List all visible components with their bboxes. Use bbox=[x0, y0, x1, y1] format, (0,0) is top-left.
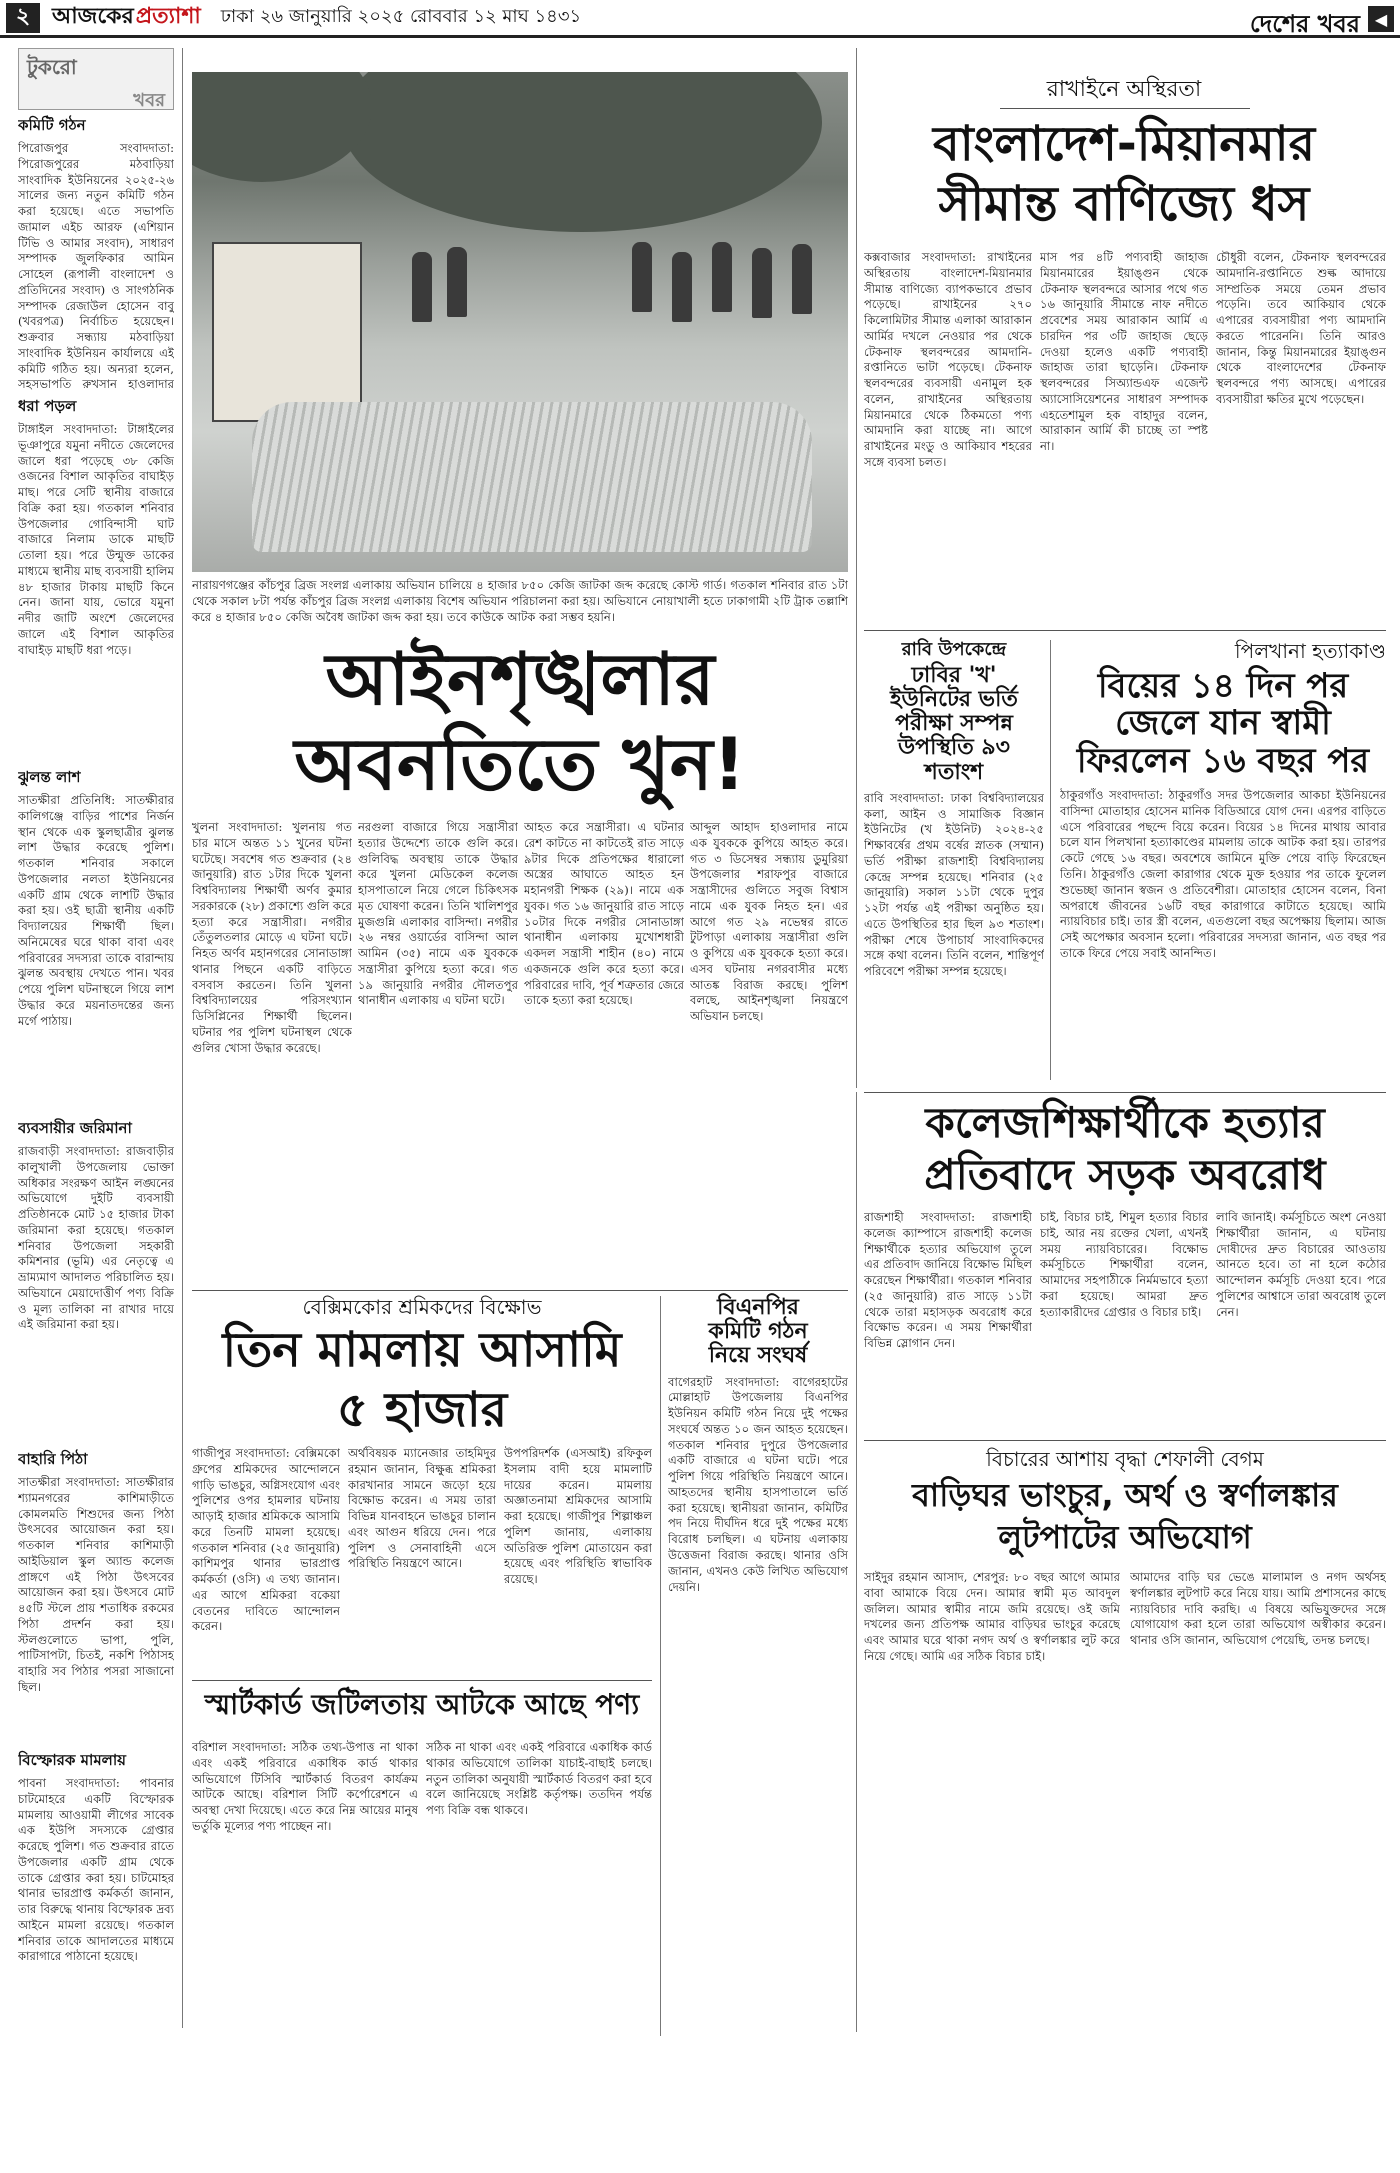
bnp-title-2: নিয়ে সংঘর্ষ bbox=[708, 1343, 808, 1369]
bnp-body: বাগেরহাট সংবাদদাতা: বাগেরহাটের মোল্লাহাট উপজেলায় বিএনপির ইউনিয়ন কমিটি গঠন নিয়ে দুই পক্ষের সংঘর্ষে অন্তত ১০ জন আহত হয়েছেন। গতকাল শনিবার দুপুরে উপজেলার একটি বাজারে এ ঘটনা ঘটে। পরে পুলিশ গিয়ে পরিস্থিতি নিয়ন্ত্রণে আনে। আহতদের স্থানীয় হাসপাতালে ভর্তি করা হয়েছে। স্থানীয়রা জানান, কমিটির পদ নিয়ে দীর্ঘদিন ধরে দুই পক্ষের মধ্যে বিরোধ চলছিল। এ ঘটনায় এলাকায় উত্তেজনা বিরাজ করছে। থানার ওসি জানান, এখনও কেউ লিখিত অভিযোগ দেয়নি। bbox=[668, 1374, 848, 1594]
shefali-kicker: বিচারের আশায় বৃদ্ধা শেফালী বেগম bbox=[986, 1447, 1264, 1471]
bnp-story bbox=[668, 1296, 848, 2036]
sidebar-item-head: বিস্ফোরক মামলায় bbox=[18, 1751, 127, 1769]
shefali-title-1: বাড়িঘর ভাংচুর, অর্থ ও স্বর্ণালঙ্কার bbox=[912, 1476, 1338, 1514]
banner-shape bbox=[212, 242, 362, 422]
sidebar-divider bbox=[182, 48, 183, 2028]
sidebar-item-head: কমিটি গঠন bbox=[18, 116, 86, 134]
sidebar-item-body: পাবনা সংবাদদাতা: পাবনার চাটমোহরে একটি বিস্ফোরক মামলায় আওয়ামী লীগের সাবেক এক ইউপি সদস্যকে গ্রেপ্তার করেছে পুলিশ। গত শুক্রবার রাতে উপজেলার একটি গ্রাম থেকে তাকে গ্রেপ্তার করা হয়। চাটমোহর থানার ভারপ্রাপ্ত কর্মকর্তা জানান, তার বিরুদ্ধে থানায় বিস্ফোরক দ্রব্য আইনে মামলা রয়েছে। গতকাল শনিবার তাকে আদালতের মাধ্যমে কারাগারে পাঠানো হয়েছে। bbox=[18, 1776, 174, 1964]
bekim-col-2: অর্থবিষয়ক ম্যানেজার তাহমিদুর রহমান জানান, বিক্ষুব্ধ শ্রমিকরা কারখানার সামনে জড়ো হয়ে বিক্ষোভ করেন। এ সময় তারা বিভিন্ন যানবাহনে ভাঙচুর চালান এবং আগুন ধরিয়ে দেন। পরে পুলিশ ও সেনাবাহিনী এসে পরিস্থিতি নিয়ন্ত্রণে আনে। bbox=[348, 1446, 496, 1571]
college-col-3: লাবি জানাই। কর্মসূচিতে অংশ নেওয়া শিক্ষার্থীরা জানান, এ ঘটনায় দোষীদের দ্রুত বিচারের আওতায় আনতে হবে। তা না হলে কঠোর আন্দোলন কর্মসূচি দেওয়া হবে। পরে পুলিশের আশ্বাসে তারা অবরোধ তুলে নেন। bbox=[1216, 1210, 1386, 1319]
bekim-kicker: বেক্সিমকোর শ্রমিকদের বিক্ষোভ bbox=[302, 1295, 542, 1319]
column-divider bbox=[660, 1296, 661, 2036]
smartcard-col-2: সঠিক না থাকা এবং একই পরিবারে একাধিক কার্ড থাকার অভিযোগে তালিকা যাচাই-বাছাই চলছে। নতুন তালিকা অনুযায়ী স্মার্টকার্ড বিতরণ করা হবে বলে জানিয়েছে সংশ্লিষ্ট কর্তৃপক্ষ। ততদিন পর্যন্ত পণ্য বিক্রি বন্ধ থাকবে। bbox=[426, 1740, 652, 1818]
masthead-prefix: আজকের bbox=[52, 4, 134, 29]
person-figure bbox=[632, 242, 652, 312]
law-col-3: আহত করে সন্ত্রাসীরা। এ ঘটনার রেশ কাটতে না কাটতেই রাত সাড়ে ৯টার দিকে প্রতিপক্ষের ধারালো অস্ত্রের আঘাতে আহত হন মহানগরী শিক্ষক (২৯)। নামে এক যুবক। গত ১৬ জানুয়ারি রাত সাড়ে ১০টার দিকে নগরীর সোনাডাঙ্গা থানাধীন এলাকায় মুখোশধারী একদল সন্ত্রাসী শাহীন (৪০) নামে একজনকে গুলি করে হত্যা করে। পরিবারের দাবি, পূর্ব শত্রুতার জেরে তাকে হত্যা করা হয়েছে। bbox=[524, 820, 684, 1008]
pilkhana-title-1: বিয়ের ১৪ দিন পর bbox=[1097, 666, 1349, 706]
rabi-kicker: রাবি উপকেন্দ্রে bbox=[901, 639, 1007, 660]
bekim-col-1: গাজীপুর সংবাদদাতা: বেক্সিমকো গ্রুপের শ্রমিকদের আন্দোলনে গাড়ি ভাঙচুর, অগ্নিসংযোগ এবং পুলিশের ওপর হামলার ঘটনায় আড়াই হাজার শ্রমিককে আসামি করে তিনটি মামলা হয়েছে। গতকাল শনিবার (২৫ জানুয়ারি) কাশিমপুর থানার ভারপ্রাপ্ত কর্মকর্তা (ওসি) এ তথ্য জানান। এর আগে শ্রমিকরা বকেয়া বেতনের দাবিতে আন্দোলন করেন। bbox=[192, 1446, 340, 1634]
section-divider bbox=[192, 1290, 848, 1291]
rabi-title-5: শতাংশ bbox=[924, 759, 984, 785]
person-figure bbox=[752, 248, 772, 318]
sidebar-logo-line1: টুকরো bbox=[27, 55, 77, 79]
rabi-body: রাবি সংবাদদাতা: ঢাকা বিশ্ববিদ্যালয়ের কলা, আইন ও সামাজিক বিজ্ঞান ইউনিটের (খ ইউনিট) ২০২৪-২৫ শিক্ষাবর্ষের প্রথম বর্ষের স্নাতক (সম্মান) ভর্তি পরীক্ষা রাজশাহী বিশ্ববিদ্যালয় কেন্দ্রে সম্পন্ন হয়েছে। শনিবার (২৫ জানুয়ারি) সকাল ১১টা থেকে দুপুর ১২টা পর্যন্ত এই পরীক্ষা অনুষ্ঠিত হয়। এতে উপস্থিতির হার ছিল ৯৩ শতাংশ। পরীক্ষা শেষে উপাচার্য সাংবাদিকদের সঙ্গে কথা বলেন। তিনি বলেন, শান্তিপূর্ণ পরিবেশে পরীক্ষা সম্পন্ন হয়েছে। bbox=[864, 790, 1044, 979]
section-divider bbox=[192, 1680, 652, 1681]
sidebar-item-body: পিরোজপুর সংবাদদাতা: পিরোজপুরের মঠবাড়িয়া সাংবাদিক ইউনিয়নের ২০২৫-২৬ সালের জন্য নতুন কমিটি গঠন করা হয়েছে। এতে সভাপতি জামাল এইচ আরফ (এশিয়ান টিভি ও আমার সংবাদ), সাধারণ সম্পাদক জুলফিকার আমিন সোহেল (রূপালী বাংলাদেশ ও প্রতিদিনের সংবাদ) ও সাংগঠনিক সম্পাদক রেজাউল হোসেন বাবু (খবরপত্র) নির্বাচিত হয়েছেন। শুক্রবার সন্ধ্যায় মঠবাড়িয়া সাংবাদিক ইউনিয়ন কার্যালয়ে এই কমিটি গঠিত হয়। অন্যরা হলেন, সহসভাপতি রুখসান হাওলাদার bbox=[18, 141, 174, 391]
sidebar-item-body: সাতক্ষীরা সংবাদদাতা: সাতক্ষীরার শ্যামনগরের কাশিমাড়ীতে কোমলমতি শিশুদের জন্য পিঠা উৎসবের আয়োজন করা হয়। গতকাল শনিবার কাশিমাড়ী আইডিয়াল স্কুল অ্যান্ড কলেজ প্রাঙ্গণে এই পিঠা উৎসবের আয়োজন করা হয়। উৎসবে মোট ৪৫টি স্টলে প্রায় শতাধিক রকমের পিঠা প্রদর্শন করা হয়। স্টলগুলোতে ভাপা, পুলি, পাটিসাপটা, চিতই, নকশি পিঠাসহ বাহারি সব পিঠার পসরা সাজানো ছিল। bbox=[18, 1475, 174, 1694]
pilkhana-title-3: ফিরলেন ১৬ বছর পর bbox=[1076, 740, 1370, 781]
sidebar-item-body: রাজবাড়ী সংবাদদাতা: রাজবাড়ীর কালুখালী উপজেলায় ভোক্তা অধিকার সংরক্ষণ আইন লঙ্ঘনের অভিযোগে দুইটি ব্যবসায়ী প্রতিষ্ঠানকে মোট ১৫ হাজার টাকা জরিমানা করা হয়েছে। গতকাল শনিবার উপজেলা সহকারী কমিশনার (ভূমি) এর নেতৃত্বে এ ভ্রাম্যমাণ আদালত পরিচালিত হয়। অভিযানে মেয়াদোত্তীর্ণ পণ্য বিক্রি ও মূল্য তালিকা না রাখার দায়ে এই জরিমানা করা হয়। bbox=[18, 1144, 174, 1332]
fish-pile-shape bbox=[252, 402, 812, 552]
sidebar-logo bbox=[18, 48, 174, 110]
section-title: দেশের খবর bbox=[1249, 10, 1360, 38]
person-figure bbox=[712, 242, 732, 312]
myanmar-col-2: মাস পর ৪টি পণ্যবাহী জাহাজ মিয়ানমারের ইয়াঙ্গুন থেকে টেকনাফ স্থলবন্দরে আসার পথে গত ১৬ জানুয়ারি সীমান্তে নাফ নদীতে প্রবেশের সময় আরাকান আর্মি এ চারদিন পর ৩টি জাহাজ ছেড়ে দেওয়া হলেও একটি পণ্যবাহী জাহাজ তারা ছাড়েনি। টেকনাফ স্থলবন্দরের সিঅ্যান্ডএফ এজেন্ট অ্যাসোসিয়েশনের সাধারণ সম্পাদক এহতেশামুল হক বাহাদুর বলেন, আরাকান আর্মি কী চাচ্ছে তা স্পষ্ট না। bbox=[1040, 250, 1208, 454]
myanmar-kicker: রাখাইনে অস্থিরতা bbox=[1046, 77, 1202, 102]
myanmar-col-3: চৌধুরী বলেন, টেকনাফ স্থলবন্দরের আমদানি-রপ্তানিতে শুল্ক আদায়ে সাম্প্রতিক সময়ে তেমন প্রভাব পড়েনি। তবে আকিয়াব থেকে এপারের ব্যবসায়ীরা পণ্য আমদানি করতে পারেননি। তিনি আরও জানান, কিন্তু মিয়ানমারের ইয়াঙ্গুন থেকে বাংলাদেশের টেকনাফ স্থলবন্দরে পণ্য আসছে। এপারের ব্যবসায়ীরা ক্ষতির মুখে পড়েছেন। bbox=[1216, 250, 1386, 406]
sidebar-item-body: সাতক্ষীরা প্রতিনিধি: সাতক্ষীরার কালিগঞ্জে বাড়ির পাশের নির্জন স্থান থেকে এক স্কুলছাত্রীর ঝুলন্ত লাশ উদ্ধার করেছে পুলিশ। গতকাল শনিবার সকালে উপজেলার নলতা ইউনিয়নের একটি গ্রাম থেকে লাশটি উদ্ধার করা হয়। ওই ছাত্রী স্থানীয় একটি বিদ্যালয়ের শিক্ষার্থী ছিল। অনিমেষের ঘরে থাকা বাবা এবং পরিবারের সদস্যরা তাকে বারান্দায় ঝুলন্ত অবস্থায় দেখতে পান। খবর পেয়ে পুলিশ ঘটনাস্থলে গিয়ে লাশ উদ্ধার করে ময়নাতদন্তের জন্য মর্গে পাঠায়। bbox=[18, 793, 174, 1028]
rabi-title-2: ইউনিটের ভর্তি bbox=[890, 686, 1018, 712]
college-col-2: চাই, বিচার চাই, শিমুল হত্যার বিচার চাই, আর নয় রক্তের খেলা, এখনই সময় ন্যায়বিচারের। বিক্ষোভ কর্মসূচিতে শিক্ষার্থীরা বলেন, আমাদের সহপাঠীকে নির্মমভাবে হত্যা করা হয়েছে। আমরা দ্রুত হত্যাকারীদের গ্রেপ্তার ও বিচার চাই। bbox=[1040, 1210, 1208, 1319]
sidebar-item-head: বাহারি পিঠা bbox=[18, 1450, 88, 1468]
law-title-2: অবনতিতে খুন! bbox=[294, 722, 746, 806]
rabi-story bbox=[864, 640, 1044, 1080]
shefali-title-2: লুটপাটের অভিযোগ bbox=[998, 1518, 1252, 1556]
pilkhana-body: ঠাকুরগাঁও সংবাদদাতা: ঠাকুরগাঁও সদর উপজেলার আকচা ইউনিয়নের বাসিন্দা মোতাহার হোসেন মানিক বিডিআরে যোগ দেন। এরপর বাড়িতে এসে পরিবারের পছন্দে বিয়ে করেন। বিয়ের ১৪ দিনের মাথায় আবার চলে যান পিলখানা হত্যাকাণ্ডের মামলায় তাকে আটক করা হয়। তারপর কেটে গেছে ১৬ বছর। অবশেষে জামিনে মুক্তি পেয়ে বাড়ি ফিরেছেন তিনি। ঠাকুরগাঁও জেলা কারাগার থেকে মুক্ত হওয়ার পর তাকে ফুলেল শুভেচ্ছা জানান স্বজন ও প্রতিবেশীরা। মোতাহার হোসেন বলেন, বিনা অপরাধে জীবনের ১৬টি বছর কারাগারে কাটাতে হয়েছে। আমি ন্যায়বিচার চাই। তার স্ত্রী বলেন, এতগুলো বছর অপেক্ষায় ছিলাম। আজ সেই অপেক্ষার অবসান হলো। পরিবারের সদস্যরা জানান, এত বছর পর তাকে ফিরে পেয়ে সবাই আনন্দিত। bbox=[1060, 788, 1386, 960]
column-divider bbox=[1050, 640, 1051, 1080]
shefali-col-1: সাইদুর রহমান আসাদ, শেরপুর: ৮০ বছর আগে আমার বাবা আমাকে বিয়ে দেন। আমার স্বামী মৃত আবদুল জলিল। আমার স্বামীর নামে জমি রয়েছে। ওই জমি দখলের জন্য প্রতিপক্ষ আমার বাড়িঘর ভাংচুর করেছে এবং আমার ঘরে থাকা নগদ অর্থ ও স্বর্ণালঙ্কার লুট করে নিয়ে গেছে। আমি এর সঠিক বিচার চাই। bbox=[864, 1570, 1120, 1663]
photo-caption: নারায়ণগঞ্জের কাঁচপুর ব্রিজ সংলগ্ন এলাকায় অভিযান চালিয়ে ৪ হাজার ৮৫০ কেজি জাটকা জব্দ করেছে কোস্ট গার্ড। গতকাল শনিবার রাত ১টা থেকে সকাল ৮টা পর্যন্ত কাঁচপুর ব্রিজ সংলগ্ন এলাকায় বিশেষ অভিযান পরিচালনা করা হয়। অভিযানে নোয়াখালী হতে ঢাকাগামী ২টি ট্রাক তল্লাশি করে ৪ হাজার ৮৫০ কেজি অবৈধ জাটকা জব্দ করা হয়। তবে কাউকে আটক করা সম্ভব হয়নি। bbox=[192, 578, 848, 624]
sidebar-item-head: ব্যবসায়ীর জরিমানা bbox=[18, 1119, 132, 1137]
masthead-name: প্রত্যাশা bbox=[135, 4, 201, 29]
news-photo bbox=[192, 72, 848, 572]
shefali-col-2: আমাদের বাড়ি ঘর ভেঙে মালামাল ও নগদ অর্থসহ স্বর্ণালঙ্কার লুটপাট করে নিয়ে যায়। আমি প্রশাসনের কাছে ন্যায়বিচার দাবি করছি। এ বিষয়ে অভিযুক্তদের সঙ্গে যোগাযোগ করা হলে তারা অভিযোগ অস্বীকার করেন। থানার ওসি জানান, অভিযোগ পেয়েছি, তদন্ত চলছে। bbox=[1130, 1570, 1386, 1648]
college-title-2: প্রতিবাদে সড়ক অবরোধ bbox=[924, 1150, 1326, 1199]
law-col-4: আব্দুল আহাদ হাওলাদার নামে এক যুবককে কুপিয়ে আহত করে। গত ৩ ডিসেম্বর সন্ধ্যায় ডুমুরিয়া উপজেলার শরাফপুর বাজারে সন্ত্রাসীদের গুলিতে সবুজ বিশ্বাস নামে এক যুবক নিহত হন। এর আগে গত ২৯ নভেম্বর রাতে টুটপাড়া এলাকায় সন্ত্রাসীরা গুলি ও কুপিয়ে এক যুবককে হত্যা করে। এসব ঘটনায় নগরবাসীর মধ্যে আতঙ্ক বিরাজ করছে। পুলিশ বলছে, আইনশৃঙ্খলা নিয়ন্ত্রণে অভিযান চলছে। bbox=[690, 820, 848, 1024]
law-title-1: আইনশৃঙ্খলার bbox=[325, 637, 715, 721]
law-col-1: খুলনা সংবাদদাতা: খুলনায় গত চার মাসে অন্তত ১১ খুনের ঘটনা ঘটেছে। সবশেষ গত শুক্রবার (২৪ জানুয়ারি) রাত ১টার দিকে খুলনা বিশ্ববিদ্যালয় শিক্ষার্থী অর্ণব কুমার সরকারকে (২৮) প্রকাশ্যে গুলি করে হত্যা করে সন্ত্রাসীরা। নগরীর তেঁতুলতলার মোড়ে এ ঘটনা ঘটে। নিহত অর্ণব মহানগরের সোনাডাঙ্গা থানার পিছনে একটি বাড়িতে বসবাস করতেন। তিনি খুলনা বিশ্ববিদ্যালয়ের পরিসংখ্যান ডিসিপ্লিনের শিক্ষার্থী ছিলেন। ঘটনার পর পুলিশ ঘটনাস্থল থেকে গুলির খোসা উদ্ধার করেছে। bbox=[192, 820, 352, 1055]
smartcard-col-1: বরিশাল সংবাদদাতা: সঠিক তথ্য-উপাত্ত না থাকা এবং একই পরিবারে একাধিক কার্ড থাকার অভিযোগে টিসিবি স্মার্টকার্ড বিতরণ কার্যক্রম আটকে আছে। বরিশাল সিটি কর্পোরেশনে এ অবস্থা দেখা দিয়েছে। এতে করে নিম্ন আয়ের মানুষ ভর্তুকি মূল্যের পণ্য পাচ্ছেন না। bbox=[192, 1740, 418, 1833]
tree-shape bbox=[192, 72, 372, 182]
kicker-underline bbox=[1000, 108, 1250, 109]
bekim-title-2: ৫ হাজার bbox=[336, 1382, 508, 1438]
law-col-2: নরগুলা বাজারে গিয়ে সন্ত্রাসীরা হত্যার উদ্দেশ্যে তাকে গুলি করে। গুলিবিদ্ধ অবস্থায় তাকে উদ্ধার করে খুলনা মেডিকেল কলেজ হাসপাতালে নিয়ে গেলে চিকিৎসক মৃত ঘোষণা করেন। তিনি খালিশপুর মুজগুন্নি এলাকার বাসিন্দা। নগরীর ২৬ নম্বর ওয়ার্ডের বাসিন্দা আল আমিন (৩৫) নামে এক যুবককে সন্ত্রাসীরা কুপিয়ে হত্যা করে। গত ১৯ জানুয়ারি নগরীর দৌলতপুর থানাধীন এলাকায় এ ঘটনা ঘটে। bbox=[358, 820, 518, 1008]
column-divider bbox=[856, 1092, 857, 2032]
rabi-title-3: পরীক্ষা সম্পন্ন bbox=[895, 711, 1013, 737]
sidebar-tukro-khobor bbox=[18, 48, 174, 2028]
pilkhana-kicker: পিলখানা হত্যাকাণ্ড bbox=[1234, 639, 1386, 663]
tree-shape bbox=[342, 72, 822, 232]
bnp-title-1: কমিটি গঠন bbox=[708, 1319, 808, 1345]
bekim-col-3: উপপরিদর্শক (এসআই) রফিকুল ইসলাম বাদী হয়ে মামলাটি দায়ের করেন। মামলায় অজ্ঞাতনামা শ্রমিকদের আসামি করা হয়েছে। গাজীপুর শিল্পাঞ্চল পুলিশ জানায়, এলাকায় অতিরিক্ত পুলিশ মোতায়েন করা হয়েছে এবং পরিস্থিতি স্বাভাবিক রয়েছে। bbox=[504, 1446, 652, 1587]
person-figure bbox=[447, 247, 467, 317]
sidebar-item-body: টাঙ্গাইল সংবাদদাতা: টাঙ্গাইলের ভূঞাপুরে যমুনা নদীতে জেলেদের জালে ধরা পড়েছে ৩৮ কেজি ওজনের বিশাল আকৃতির বাঘাইড় মাছ। পরে সেটি স্থানীয় বাজারে বিক্রি করা হয়। গতকাল শনিবার উপজেলার গোবিন্দাসী ঘাট বাজারে নিলাম ডাকে মাছটি তোলা হয়। পরে উন্মুক্ত ডাকের মাধ্যমে স্থানীয় মাছ ব্যবসায়ী হালিম ৪৮ হাজার টাকায় মাছটি কিনে নেন। জানা যায়, ভোরে যমুনা নদীর জাটি অংশে জেলেদের জালে এই বিশাল আকৃতির বাঘাইড় মাছটি ধরা পড়ে। bbox=[18, 422, 174, 657]
pilkhana-title-2: জেলে যান স্বামী bbox=[1115, 703, 1331, 744]
column-divider bbox=[856, 48, 857, 1088]
section-divider bbox=[864, 1440, 1386, 1441]
rabi-title-4: উপস্থিতি ৯৩ bbox=[898, 735, 1010, 761]
person-figure bbox=[412, 252, 432, 322]
myanmar-title-2: সীমান্ত বাণিজ্যে ধস bbox=[938, 176, 1310, 232]
bekim-title-1: তিন মামলায় আসামি bbox=[222, 1322, 622, 1378]
myanmar-title-1: বাংলাদেশ-মিয়ানমার bbox=[932, 116, 1315, 172]
college-col-1: রাজশাহী সংবাদদাতা: রাজশাহী কলেজ ক্যাম্পাসে রাজশাহী কলেজ শিক্ষার্থীকে হত্যার অভিযোগ তুলে এর প্রতিবাদ জানিয়ে বিক্ষোভ মিছিল করেছেন শিক্ষার্থীরা। গতকাল শনিবার (২৫ জানুয়ারি) রাত সাড়ে ১১টা থেকে তারা মহাসড়ক অবরোধ করে বিক্ষোভ করেন। এ সময় শিক্ষার্থীরা বিভিন্ন স্লোগান দেন। bbox=[864, 1210, 1032, 1351]
page-number: ২ bbox=[6, 3, 40, 33]
dateline: ঢাকা ২৬ জানুয়ারি ২০২৫ রোববার ১২ মাঘ ১৪৩১ bbox=[220, 6, 582, 27]
person-figure bbox=[792, 244, 812, 314]
section-divider bbox=[864, 1092, 1386, 1093]
masthead-bar bbox=[0, 0, 1400, 38]
sidebar-item-head: ধরা পড়ল bbox=[18, 397, 77, 415]
college-title-1: কলেজশিক্ষার্থীকে হত্যার bbox=[925, 1098, 1325, 1147]
sidebar-item-head: ঝুলন্ত লাশ bbox=[18, 768, 81, 786]
myanmar-col-1: কক্সবাজার সংবাদদাতা: রাখাইনের অস্থিরতায় বাংলাদেশ-মিয়ানমার সীমান্ত বাণিজ্যে ব্যাপকভাবে প্রভাব পড়েছে। রাখাইনের ২৭০ কিলোমিটার সীমান্ত এলাকা আরাকান আর্মির দখলে নেওয়ার পর থেকে টেকনাফ স্থলবন্দরের আমদানি-রপ্তানিতে ভাটা পড়েছে। টেকনাফ স্থলবন্দরের ব্যবসায়ী এনামুল হক বলেন, রাখাইনের অস্থিরতায় মিয়ানমারে থেকে ঠিকমতো পণ্য আমদানি করা যাচ্ছে না। আগে রাখাইনের মংডু ও আকিয়াব শহরের সঙ্গে ব্যবসা চলত। bbox=[864, 250, 1032, 469]
bnp-kicker: বিএনপির bbox=[717, 1295, 799, 1320]
person-figure bbox=[672, 252, 692, 322]
pilkhana-story bbox=[1060, 640, 1386, 1080]
section-divider bbox=[864, 630, 1386, 631]
sidebar-logo-line2: খবর bbox=[133, 90, 165, 111]
section-arrow-icon: ◀ bbox=[1368, 6, 1394, 32]
smartcard-title: স্মার্টকার্ড জটিলতায় আটকে আছে পণ্য bbox=[204, 1688, 640, 1721]
rabi-title-1: ঢাবির 'খ' bbox=[911, 662, 997, 688]
